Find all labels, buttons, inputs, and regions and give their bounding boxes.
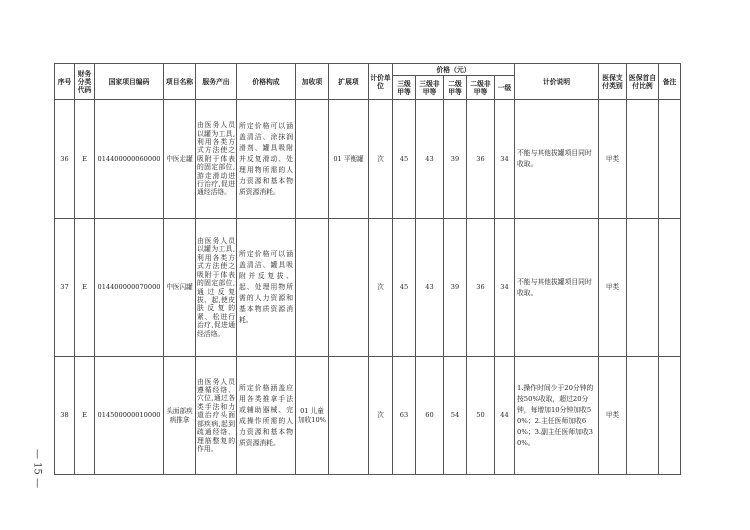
cell-remark	[659, 219, 681, 357]
header-insurance-category: 医保支付类别	[599, 64, 627, 100]
cell-item-name: 中医闪罐	[164, 219, 196, 357]
cell-unit: 次	[369, 357, 393, 475]
header-price-composition: 价格构成	[237, 64, 296, 100]
cell-unit: 次	[369, 100, 393, 219]
cell-item-name: 中医走罐	[164, 100, 196, 219]
cell-service: 由医务人员以罐为工具,利用各类方式方法使之吸附于体表的固定部位,游走滑动进行治疗,促进通经活络。	[196, 100, 237, 219]
cell-price-composition: 所定价格可以涵盖清洁、罐具吸附并反复拔、起、处理用物所需的人力资源和基本物质资源消耗。	[237, 219, 296, 357]
cell-insurance-category: 甲类	[599, 219, 627, 357]
price-table-sheet	[54, 63, 681, 475]
header-national-code: 国家项目编码	[95, 64, 164, 100]
header-add-item: 加收项	[296, 64, 329, 100]
cell-insurance-ratio	[627, 219, 659, 357]
cell-price-composition: 所定价格可以涵盖清洁、涂抹润滑剂、罐具吸附并反复滑动、处理用物所需的人力资源和基本物质资源消耗。	[237, 100, 296, 219]
cell-price-level2-a: 39	[444, 100, 467, 219]
table-row	[55, 100, 681, 219]
cell-price-level2-b: 50	[467, 357, 495, 475]
header-level2-a: 二级甲等	[444, 76, 467, 100]
header-remark: 备注	[659, 64, 681, 100]
header-level3-b: 三级非甲等	[416, 76, 444, 100]
cell-price-level2-a: 39	[444, 219, 467, 357]
cell-add-item	[296, 100, 329, 219]
table-row	[55, 219, 681, 357]
cell-price-level1: 44	[495, 357, 515, 475]
cell-fin-code: E	[75, 219, 95, 357]
cell-seq: 37	[55, 219, 75, 357]
header-seq: 序号	[55, 64, 75, 100]
cell-price-composition: 所定价格涵盖应用各类推拿手法或辅助器械、完成操作所需的人力资源和基本物质资源消耗。	[237, 357, 296, 475]
cell-ext-item: 01 平衡罐	[329, 100, 369, 219]
cell-seq: 36	[55, 100, 75, 219]
cell-price-level3-a: 45	[393, 100, 416, 219]
cell-unit: 次	[369, 219, 393, 357]
cell-remark	[659, 100, 681, 219]
cell-fin-code: E	[75, 100, 95, 219]
medical-price-table	[54, 63, 681, 475]
cell-national-code: 014400000060000	[95, 100, 164, 219]
header-ext-item: 扩展项	[329, 64, 369, 100]
header-insurance-ratio: 医保首自付比例	[627, 64, 659, 100]
cell-add-item	[296, 219, 329, 357]
cell-fin-code: E	[75, 357, 95, 475]
table-row	[55, 357, 681, 475]
cell-insurance-category: 甲类	[599, 100, 627, 219]
cell-price-level2-a: 54	[444, 357, 467, 475]
cell-price-level3-b: 43	[416, 219, 444, 357]
cell-add-item: 01 儿童加收10%	[296, 357, 329, 475]
cell-description: 不能与其他拔罐项目同时收取。	[515, 100, 599, 219]
cell-service: 由医务人员以罐为工具,利用各类方式方法使之吸附于体表的固定部位,通过反复拔、起,使皮肤反复的紧、松进行治疗,促进通经活络。	[196, 219, 237, 357]
cell-insurance-category: 甲类	[599, 357, 627, 475]
header-level1: 一级	[495, 76, 515, 100]
cell-price-level3-b: 43	[416, 100, 444, 219]
cell-description: 不能与其他拔罐项目同时收取。	[515, 219, 599, 357]
cell-seq: 38	[55, 357, 75, 475]
cell-price-level1: 34	[495, 219, 515, 357]
page-number-text: — 15 —	[31, 448, 43, 489]
header-level2-b: 二级非甲等	[467, 76, 495, 100]
cell-description: 1.操作时间少于20分钟的按50%收取，超过20分钟，每增加10分钟加收50%；2.主任医师加收60%；3.副主任医师加收30%。	[515, 357, 599, 475]
cell-ext-item	[329, 357, 369, 475]
cell-price-level1: 34	[495, 100, 515, 219]
cell-remark	[659, 357, 681, 475]
cell-national-code: 014400000070000	[95, 219, 164, 357]
cell-price-level3-a: 63	[393, 357, 416, 475]
header-service: 服务产出	[196, 64, 237, 100]
cell-price-level2-b: 36	[467, 100, 495, 219]
header-level3-a: 三级甲等	[393, 76, 416, 100]
cell-price-level3-a: 45	[393, 219, 416, 357]
cell-price-level2-b: 36	[467, 219, 495, 357]
cell-service: 由医务人员遵循经络、穴位,通过各类手法和力道治疗头面部疾病,起到疏通经络、理筋整复的作用。	[196, 357, 237, 475]
cell-price-level3-b: 60	[416, 357, 444, 475]
header-unit: 计价单位	[369, 64, 393, 100]
header-item-name: 项目名称	[164, 64, 196, 100]
page-number	[30, 445, 44, 495]
cell-insurance-ratio	[627, 100, 659, 219]
cell-insurance-ratio	[627, 357, 659, 475]
cell-ext-item	[329, 219, 369, 357]
header-description: 计价说明	[515, 64, 599, 100]
header-fin-code: 财务分类代码	[75, 64, 95, 100]
cell-national-code: 014500000010000	[95, 357, 164, 475]
header-price-group: 价格（元）	[393, 64, 515, 76]
cell-item-name: 头面部疾病推拿	[164, 357, 196, 475]
